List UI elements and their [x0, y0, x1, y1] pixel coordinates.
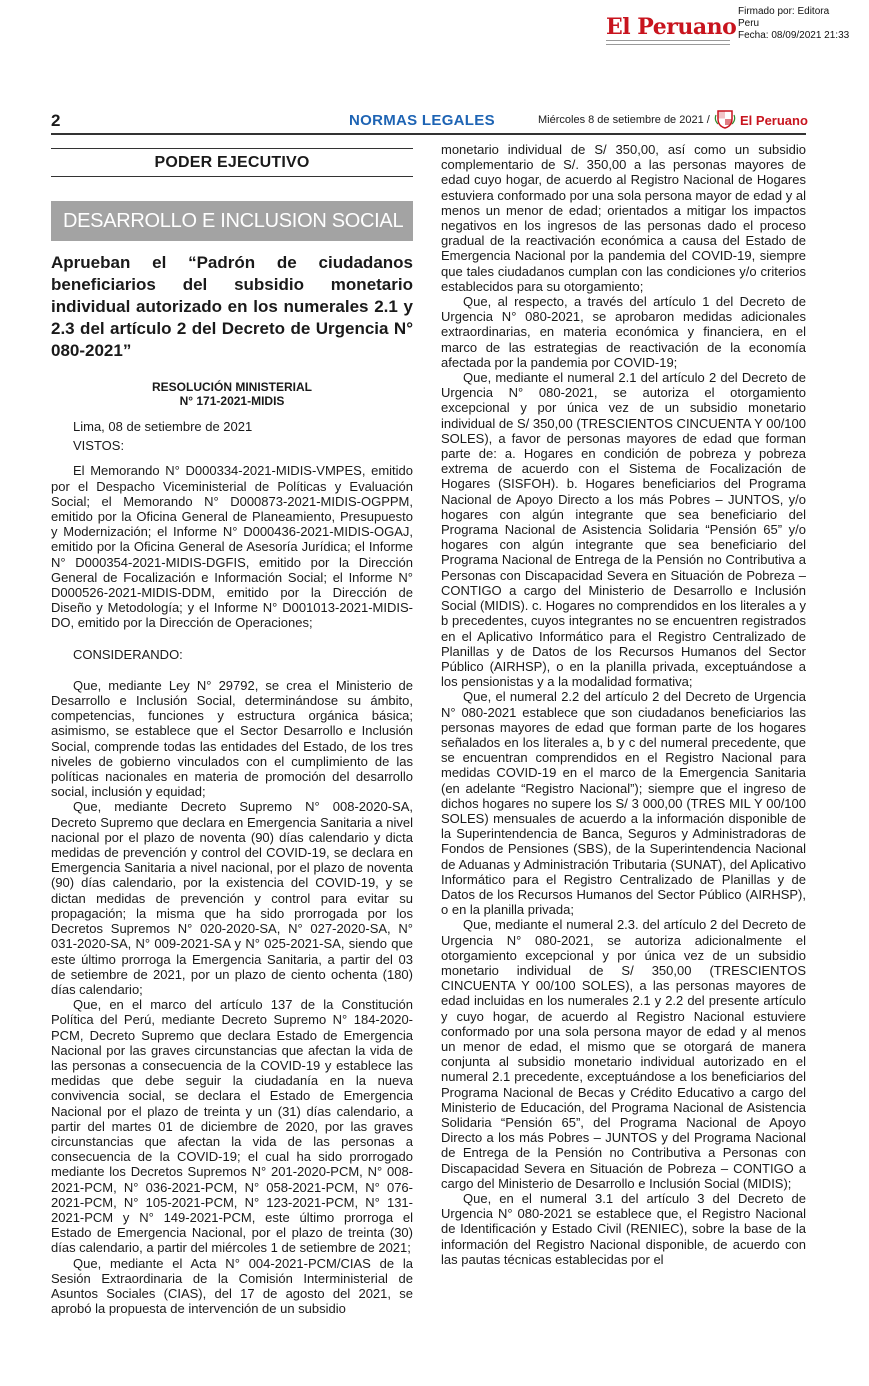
coat-of-arms-icon — [714, 108, 736, 130]
paragraph: Que, mediante el Acta N° 004-2021-PCM/CIAS de la Sesión Extraordinaria de la Comisión Interministerial de Asuntos Sociales (CIAS), del 17 de agosto del 2021, se aprobó la propuesta de intervención de un subsidio — [51, 1255, 413, 1317]
resolution-number: N° 171-2021-MIDIS — [179, 394, 285, 408]
logo-underline — [606, 40, 730, 45]
left-column — [51, 148, 413, 1316]
paragraph: Que, al respecto, a través del artículo 1 del Decreto de Urgencia N° 080-2021, se aprobaron medidas adicionales extraordinarias, en materia económica y financiera, en el marco de las estrategias de reactivación de la economía afectada por la pandemia por COVID-19; — [441, 294, 806, 370]
paragraph: Que, mediante el numeral 2.3. del artículo 2 del Decreto de Urgencia N° 080-2021, se autoriza adicionalmente el otorgamiento excepcional y por única vez de un subsidio monetario individual de S/ 350,00 (TRESCIENTOS CINCUENTA Y 00/100 SOLES), a las personas mayores de edad incluidas en los numerales 2.1 y 2.2 del presente artículo y cuyo hogar, de acuerdo al Registro Nacional estuviere conformado por una sola persona mayor de edad y al menos un menor de edad, el mismo que se otorgará de manera conjunta al subsidio monetario individual autorizado en el numeral 2.1 precedente, exceptuándose a los beneficiarios del Programa Nacional de Becas y Crédito Educativo a cargo del Ministerio de Educación, del Programa Nacional de Asistencia Solidaria “Pensión 65”, del Programa Nacional de Apoyo Directo a los más Pobres – JUNTOS y del Programa Nacional de Entrega de la Pensión no Contributiva a Personas con Discapacidad Severa en Situación de Pobreza – CONTIGO a cargo del Ministerio de Desarrollo e Inclusión Social (MIDIS); — [441, 917, 806, 1191]
place-date: Lima, 08 de setiembre de 2021 — [73, 419, 253, 434]
considerando-heading: CONSIDERANDO: — [73, 646, 183, 662]
header-divider — [51, 133, 806, 135]
paragraph: Que, mediante el numeral 2.1 del artículo 2 del Decreto de Urgencia N° 080-2021, se autoriza el otorgamiento excepcional y por única vez de un subsidio monetario individual de S/ 350,00 (TRESCIENTOS CINCUENTA Y 00/100 SOLES), a favor de personas mayores de edad que forman parte de: a. Hogares en condición de pobreza y pobreza extrema de acuerdo con el Sistema de Focalización de Hogares (SISFOH). b. Hogares beneficiarios del Programa Nacional de Apoyo Directo a los más Pobres – JUNTOS, y/o hogares con algún integrante que sea beneficiario del Programa Nacional de Asistencia Solidaria “Pensión 65” y/o hogares con algún integrante que sea beneficiario del Programa Nacional de Entrega de la Pensión no Contributiva a Personas con Discapacidad Severa en Situación de Pobreza – CONTIGO a cargo del Ministerio de Desarrollo e Inclusión Social (MIDIS). c. Hogares no comprendidos en los literales a y b precedentes, cuyos integrantes no se encuentren registrados en el Aplicativo Informático para el Registro Centralizado de Planillas y de Datos de los Recursos Humanos del Sector Público (AIRHSP), o en la planilla privada, exceptuándose a los pensionistas y a la modalidad formativa; — [441, 370, 806, 690]
signature-line: Firmado por: Editora — [738, 6, 830, 17]
page-number: 2 — [51, 111, 61, 130]
newspaper-name: El Peruano — [740, 113, 808, 128]
section-title: NORMAS LEGALES — [349, 112, 495, 129]
vistos-heading: VISTOS: — [73, 438, 125, 454]
paragraph: Que, en el numeral 3.1 del artículo 3 del Decreto de Urgencia N° 080-2021 se establece que, el Registro Nacional de Identificación y Estado Civil (RENIEC), sobre la base de la información del Registro Nacional disponible, de acuerdo con las pautas técnicas establecidas por el — [441, 1191, 806, 1267]
section-heading: PODER EJECUTIVO — [51, 148, 413, 177]
publication-date: Miércoles 8 de setiembre de 2021 / — [538, 114, 710, 126]
paragraph: El Memorando N° D000334-2021-MIDIS-VMPES, emitido por el Despacho Viceministerial de Políticas y Evaluación Social; el Memorando N° D000873-2021-MIDIS-OGPPM, emitido por la Oficina General de Planeamiento, Presupuesto y Modernización; el Informe N° D000436-2021-MIDIS-OGAJ, emitido por la Oficina General de Asesoría Jurídica; el Informe N° D000354-2021-MIDIS-DGFIS, emitido por la Dirección General de Focalización e Información Social; el Informe N° D000526-2021-MIDIS-DDM, emitido por la Dirección de Diseño y Metodología; y el Informe N° D001013-2021-MIDIS-DO, emitido por la Dirección de Operaciones; — [51, 463, 413, 631]
signature-line: Fecha: 08/09/2021 21:33 — [738, 30, 850, 41]
decree-title: Aprueban el “Padrón de ciudadanos beneficiarios del subsidio monetario individual autorizado en los numerales 2.1 y 2.3 del artículo 2 del Decreto de Urgencia N° 080-2021” — [51, 253, 413, 360]
paragraph: Que, el numeral 2.2 del artículo 2 del Decreto de Urgencia N° 080-2021 establece que son ciudadanos beneficiarios las personas mayores de edad que forman parte de los hogares señalados en los literales a, b y c del numeral precedente, que se encuentran comprendidos en el Registro Nacional para medidas COVID-19 en el marco de la Emergencia Sanitaria (en adelante “Registro Nacional”); siempre que el ingreso de dichos hogares no supere los S/ 3 000,00 (TRES MIL Y 00/100 SOLES) mensuales de acuerdo a la información disponible de la Superintendencia de Banca, Seguros y Administradoras de Fondos de Pensiones (SBS), de la Superintendencia Nacional de Aduanas y Administración Tributaria (SUNAT), del Aplicativo Informático para el Registro Centralizado de Planillas y de Datos de los Recursos Humanos del Sector Público (AIRHSP), o en la planilla privada; — [441, 689, 806, 918]
el-peruano-logo: El Peruano — [606, 14, 737, 40]
sector-banner: DESARROLLO E INCLUSION SOCIAL — [51, 201, 413, 241]
paragraph: Que, mediante Decreto Supremo N° 008-2020-SA, Decreto Supremo que declara en Emergencia Sanitaria a nivel nacional por el plazo de noventa (90) días calendario y dicta medidas de prevención y control del COVID-19, se declara en Emergencia Sanitaria a nivel nacional, por el plazo de noventa (90) días calendario, por la existencia del COVID-19, y se dictan medidas de prevención y control para evitar su propagación; la misma que ha sido prorrogada por los Decretos Supremos N° 020-2020-SA, N° 027-2020-SA, N° 031-2020-SA, N° 009-2021-SA y N° 025-2021-SA, siendo que este último prorroga la Emergencia Sanitaria, a partir del 03 de setiembre de 2021, por un plazo de ciento ochenta (180) días calendario; — [51, 799, 413, 997]
right-column — [441, 142, 806, 1267]
resolution-label — [51, 380, 413, 408]
paragraph: monetario individual de S/ 350,00, así como un subsidio complementario de S/. 350,00 a las personas mayores de edad cuyo hogar, de acuerdo al Registro Nacional de Hogares estuviera conformado por una sola persona mayor de edad y al menos un menor de edad; orientados a mitigar los impactos negativos en los ingresos de las personas dado el proceso gradual de la reactivación económica a causa del Estado de Emergencia Nacional por la pandemia del COVID-19, siempre que tales ciudadanos cumplan con las condiciones y/o criterios establecidos para su otorgamiento; — [441, 142, 806, 294]
paragraph: Que, en el marco del artículo 137 de la Constitución Política del Perú, mediante Decreto Supremo N° 184-2020-PCM, Decreto Supremo que declara Estado de Emergencia Nacional por las graves circunstancias que afectan la vida de las personas a consecuencia de la COVID-19 y establece las medidas que debe seguir la ciudadanía en la nueva convivencia social, se declara el Estado de Emergencia Nacional por el plazo de treinta y un (31) días calendario, a partir del martes 01 de diciembre de 2020, por las graves circunstancias que afectan la vida de las personas a consecuencia de la COVID-19; el cual ha sido prorrogado mediante los Decretos Supremos N° 201-2020-PCM, N° 008-2021-PCM, N° 036-2021-PCM, N° 058-2021-PCM, N° 076-2021-PCM, N° 105-2021-PCM, N° 123-2021-PCM, N° 131-2021-PCM y N° 149-2021-PCM, este último prorroga el Estado de Emergencia Nacional, por el plazo de treinta (30) días calendario, a partir del miércoles 1 de setiembre de 2021; — [51, 997, 413, 1256]
resolution-type: RESOLUCIÓN MINISTERIAL — [151, 380, 312, 394]
paragraph: Que, mediante Ley N° 29792, se crea el Ministerio de Desarrollo e Inclusión Social, determinándose su ámbito, competencias, funciones y estructura orgánica básica; asimismo, se establece que el Sector Desarrollo e Inclusión Social, comprende todas las entidades del Estado, de los tres niveles de gobierno vinculados con el cumplimiento de las políticas nacionales en materia de promoción del desarrollo social, inclusión y equidad; — [51, 677, 413, 800]
signature-line: Peru — [738, 18, 760, 29]
digital-signature — [738, 6, 849, 42]
